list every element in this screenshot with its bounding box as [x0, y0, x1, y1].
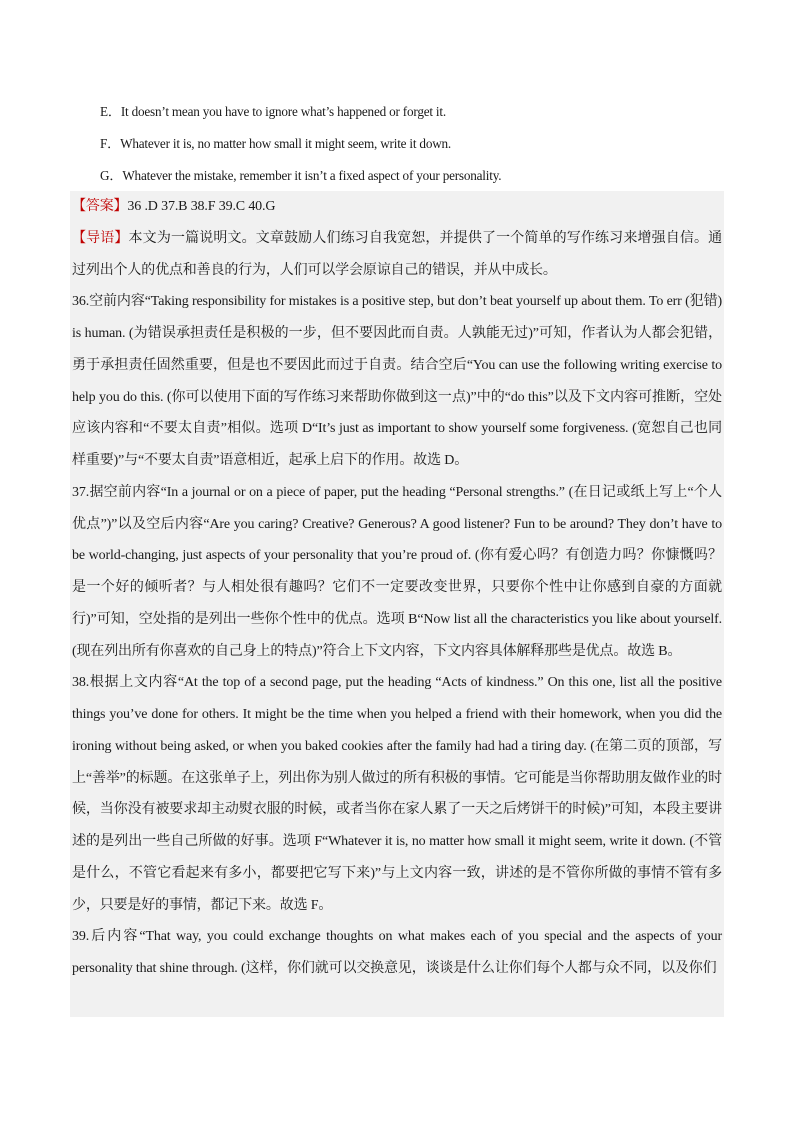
explanation-38: 38.根据上文内容“At the top of a second page, put the heading “Acts of kindness.” On this one, list all the positive things you’ve done for others. It might be the time when you helped a friend with their homework, when you did the ironing without being asked, or when you baked cookies after the family had had a tiring day. (在第二页的顶部，写上“善举”的标题。在这张单子上，列出你为别人做过的所有积极的事情。它可能是当你帮助朋友做作业的时候，当你没有被要求却主动熨衣服的时候，或者当你在家人累了一天之后烤饼干的时候)”可知，本段主要讲述的是列出一些自己所做的好事。选项 F“Whatever it is, no matter how small it might seem, write it down. (不管是什么，不管它看起来有多小，都要把它写下来)”与上文内容一致，讲述的是不管你所做的事情不管有多少，只要是好的事情，都记下来。故选 F。	[72, 675, 722, 913]
option-text: Whatever it is, no matter how small it might seem, write it down.	[120, 136, 452, 151]
guide-paragraph	[72, 223, 722, 287]
explanation-36: 36.空前内容“Taking responsibility for mistakes is a positive step, but don’t beat yourself up about them. To err (犯错) is human. (为错误承担责任是积极的一步，但不要因此而自责。人孰能无过)”可知，作者认为人都会犯错，勇于承担责任固然重要，但是也不要因此而过于自责。结合空后“You can use the following writing exercise to help you do this. (你可以使用下面的写作练习来帮助你做到这一点)”中的“do this”以及下文内容可推断，空处应该内容和“不要太自责”相似。选项 D“It’s just as important to show yourself some forgiveness. (宽恕自己也同样重要)”与“不要太自责”语意相近，起承上启下的作用。故选 D。	[72, 294, 722, 468]
option-letter: G．	[100, 168, 123, 183]
answer-analysis	[72, 191, 722, 985]
answer-text: 36 .D 37.B 38.F 39.C 40.G	[127, 199, 276, 214]
option-g	[100, 160, 740, 192]
option-f	[100, 128, 740, 160]
guide-label: 【导语】	[72, 230, 129, 246]
explanation-39: 39.后内容“That way, you could exchange thoughts on what makes each of you special and the aspects of your personality that shine through. (这样，你们就可以交换意见，谈谈是什么让你们每个人都与众不同，以及你们	[72, 929, 722, 976]
option-text: It doesn’t mean you have to ignore what’s happened or forget it.	[120, 104, 446, 119]
option-list	[100, 96, 740, 192]
option-text: Whatever the mistake, remember it isn’t a fixed aspect of your personality.	[122, 168, 502, 183]
guide-text: 本文为一篇说明文。文章鼓励人们练习自我宽恕，并提供了一个简单的写作练习来增强自信。通过列出个人的优点和善良的行为，人们可以学会原谅自己的错误，并从中成长。	[72, 230, 722, 278]
explanation-37: 37.据空前内容“In a journal or on a piece of paper, put the heading “Personal strengths.” (在日记或纸上写上“个人优点”)”以及空后内容“Are you caring? Creative? Generous? A good listener? Fun to be around? They don’t have to be world-changing, just aspects of your personality that you’re proud of. (你有爱心吗？有创造力吗？你慷慨吗？是一个好的倾听者？与人相处很有趣吗？它们不一定要改变世界，只要你个性中让你感到自豪的方面就行)”可知，空处指的是列出一些你个性中的优点。选项 B“Now list all the characteristics you like about yourself. (现在列出所有你喜欢的自己身上的特点)”符合上下文内容，下文内容具体解释那些是优点。故选 B。	[72, 484, 722, 659]
answer-line	[72, 191, 722, 223]
answer-label: 【答案】	[72, 199, 128, 214]
option-e	[100, 96, 740, 128]
option-letter: E．	[100, 104, 121, 119]
option-letter: F．	[100, 136, 121, 151]
